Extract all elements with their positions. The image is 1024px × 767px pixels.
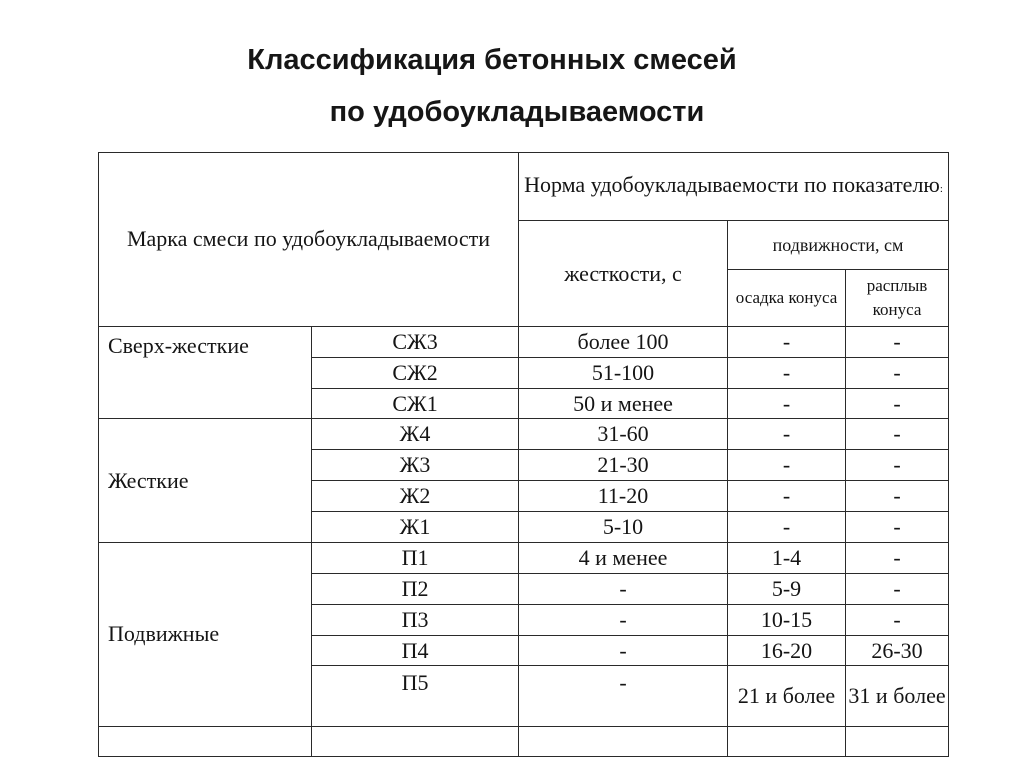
- slump-cell: -: [728, 326, 846, 357]
- group-label: Жесткие: [99, 419, 312, 543]
- stiffness-cell: 5-10: [519, 511, 728, 542]
- slump-cell: 16-20: [728, 636, 846, 666]
- empty-cell: [519, 726, 728, 756]
- stiffness-cell: 51-100: [519, 357, 728, 388]
- stiffness-cell: -: [519, 666, 728, 726]
- header-spread: [846, 269, 949, 326]
- header-slump-label: осадка конуса: [735, 287, 838, 307]
- header-norm: [519, 153, 949, 221]
- spread-cell: -: [846, 605, 949, 636]
- slump-cell: -: [728, 511, 846, 542]
- header-slump: [728, 269, 846, 326]
- empty-cell: [728, 726, 846, 756]
- spread-cell: 31 и более: [846, 666, 949, 726]
- spread-cell: -: [846, 511, 949, 542]
- header-mark-label: Марка смеси по удобоукладываемости: [126, 226, 491, 252]
- title-line-1: Классификация бетонных смесей: [247, 44, 737, 76]
- spread-cell: 26-30: [846, 636, 949, 666]
- mark-cell: СЖ3: [312, 326, 519, 357]
- empty-cell: [99, 726, 312, 756]
- stiffness-cell: 31-60: [519, 419, 728, 450]
- mark-cell: Ж1: [312, 511, 519, 542]
- stiffness-cell: -: [519, 605, 728, 636]
- mark-cell: П2: [312, 573, 519, 604]
- mark-cell: СЖ2: [312, 357, 519, 388]
- slump-cell: -: [728, 357, 846, 388]
- page-title: [0, 36, 1024, 136]
- spread-cell: -: [846, 357, 949, 388]
- title-line-2: по удобоукладываемости: [329, 96, 705, 128]
- header-stiffness-label: жесткости, с: [564, 260, 682, 286]
- mark-cell: СЖ1: [312, 389, 519, 419]
- spread-cell: -: [846, 389, 949, 419]
- mark-cell: П1: [312, 542, 519, 573]
- stiffness-cell: -: [519, 573, 728, 604]
- spread-cell: -: [846, 573, 949, 604]
- header-stiffness: [519, 221, 728, 327]
- stiffness-cell: более 100: [519, 326, 728, 357]
- empty-cell: [846, 726, 949, 756]
- slump-cell: -: [728, 480, 846, 511]
- stiffness-cell: -: [519, 636, 728, 666]
- header-mobility: [728, 221, 949, 269]
- spread-cell: -: [846, 480, 949, 511]
- header-norm-suffix: :: [939, 182, 943, 195]
- spread-cell: -: [846, 419, 949, 450]
- header-mobility-label: подвижности, см: [772, 234, 904, 255]
- header-norm-label: Норма удобоукладываемости по показателю: [524, 171, 940, 197]
- slump-cell: -: [728, 450, 846, 480]
- slump-cell: 1-4: [728, 542, 846, 573]
- group-label: Подвижные: [99, 542, 312, 726]
- spread-cell: -: [846, 326, 949, 357]
- mark-cell: П5: [312, 666, 519, 726]
- mark-cell: Ж2: [312, 480, 519, 511]
- mark-cell: Ж4: [312, 419, 519, 450]
- mark-cell: Ж3: [312, 450, 519, 480]
- spread-cell: -: [846, 542, 949, 573]
- stiffness-cell: 11-20: [519, 480, 728, 511]
- slump-cell: 5-9: [728, 573, 846, 604]
- empty-cell: [312, 726, 519, 756]
- group-label: Сверх-жесткие: [99, 326, 312, 418]
- classification-table: [98, 152, 949, 757]
- spread-cell: -: [846, 450, 949, 480]
- slump-cell: -: [728, 419, 846, 450]
- slump-cell: -: [728, 389, 846, 419]
- stiffness-cell: 21-30: [519, 450, 728, 480]
- slump-cell: 21 и более: [728, 666, 846, 726]
- mark-cell: П3: [312, 605, 519, 636]
- mark-cell: П4: [312, 636, 519, 666]
- header-mark: [99, 153, 519, 327]
- header-spread-label: расплыв конуса: [866, 275, 928, 319]
- stiffness-cell: 50 и менее: [519, 389, 728, 419]
- slump-cell: 10-15: [728, 605, 846, 636]
- stiffness-cell: 4 и менее: [519, 542, 728, 573]
